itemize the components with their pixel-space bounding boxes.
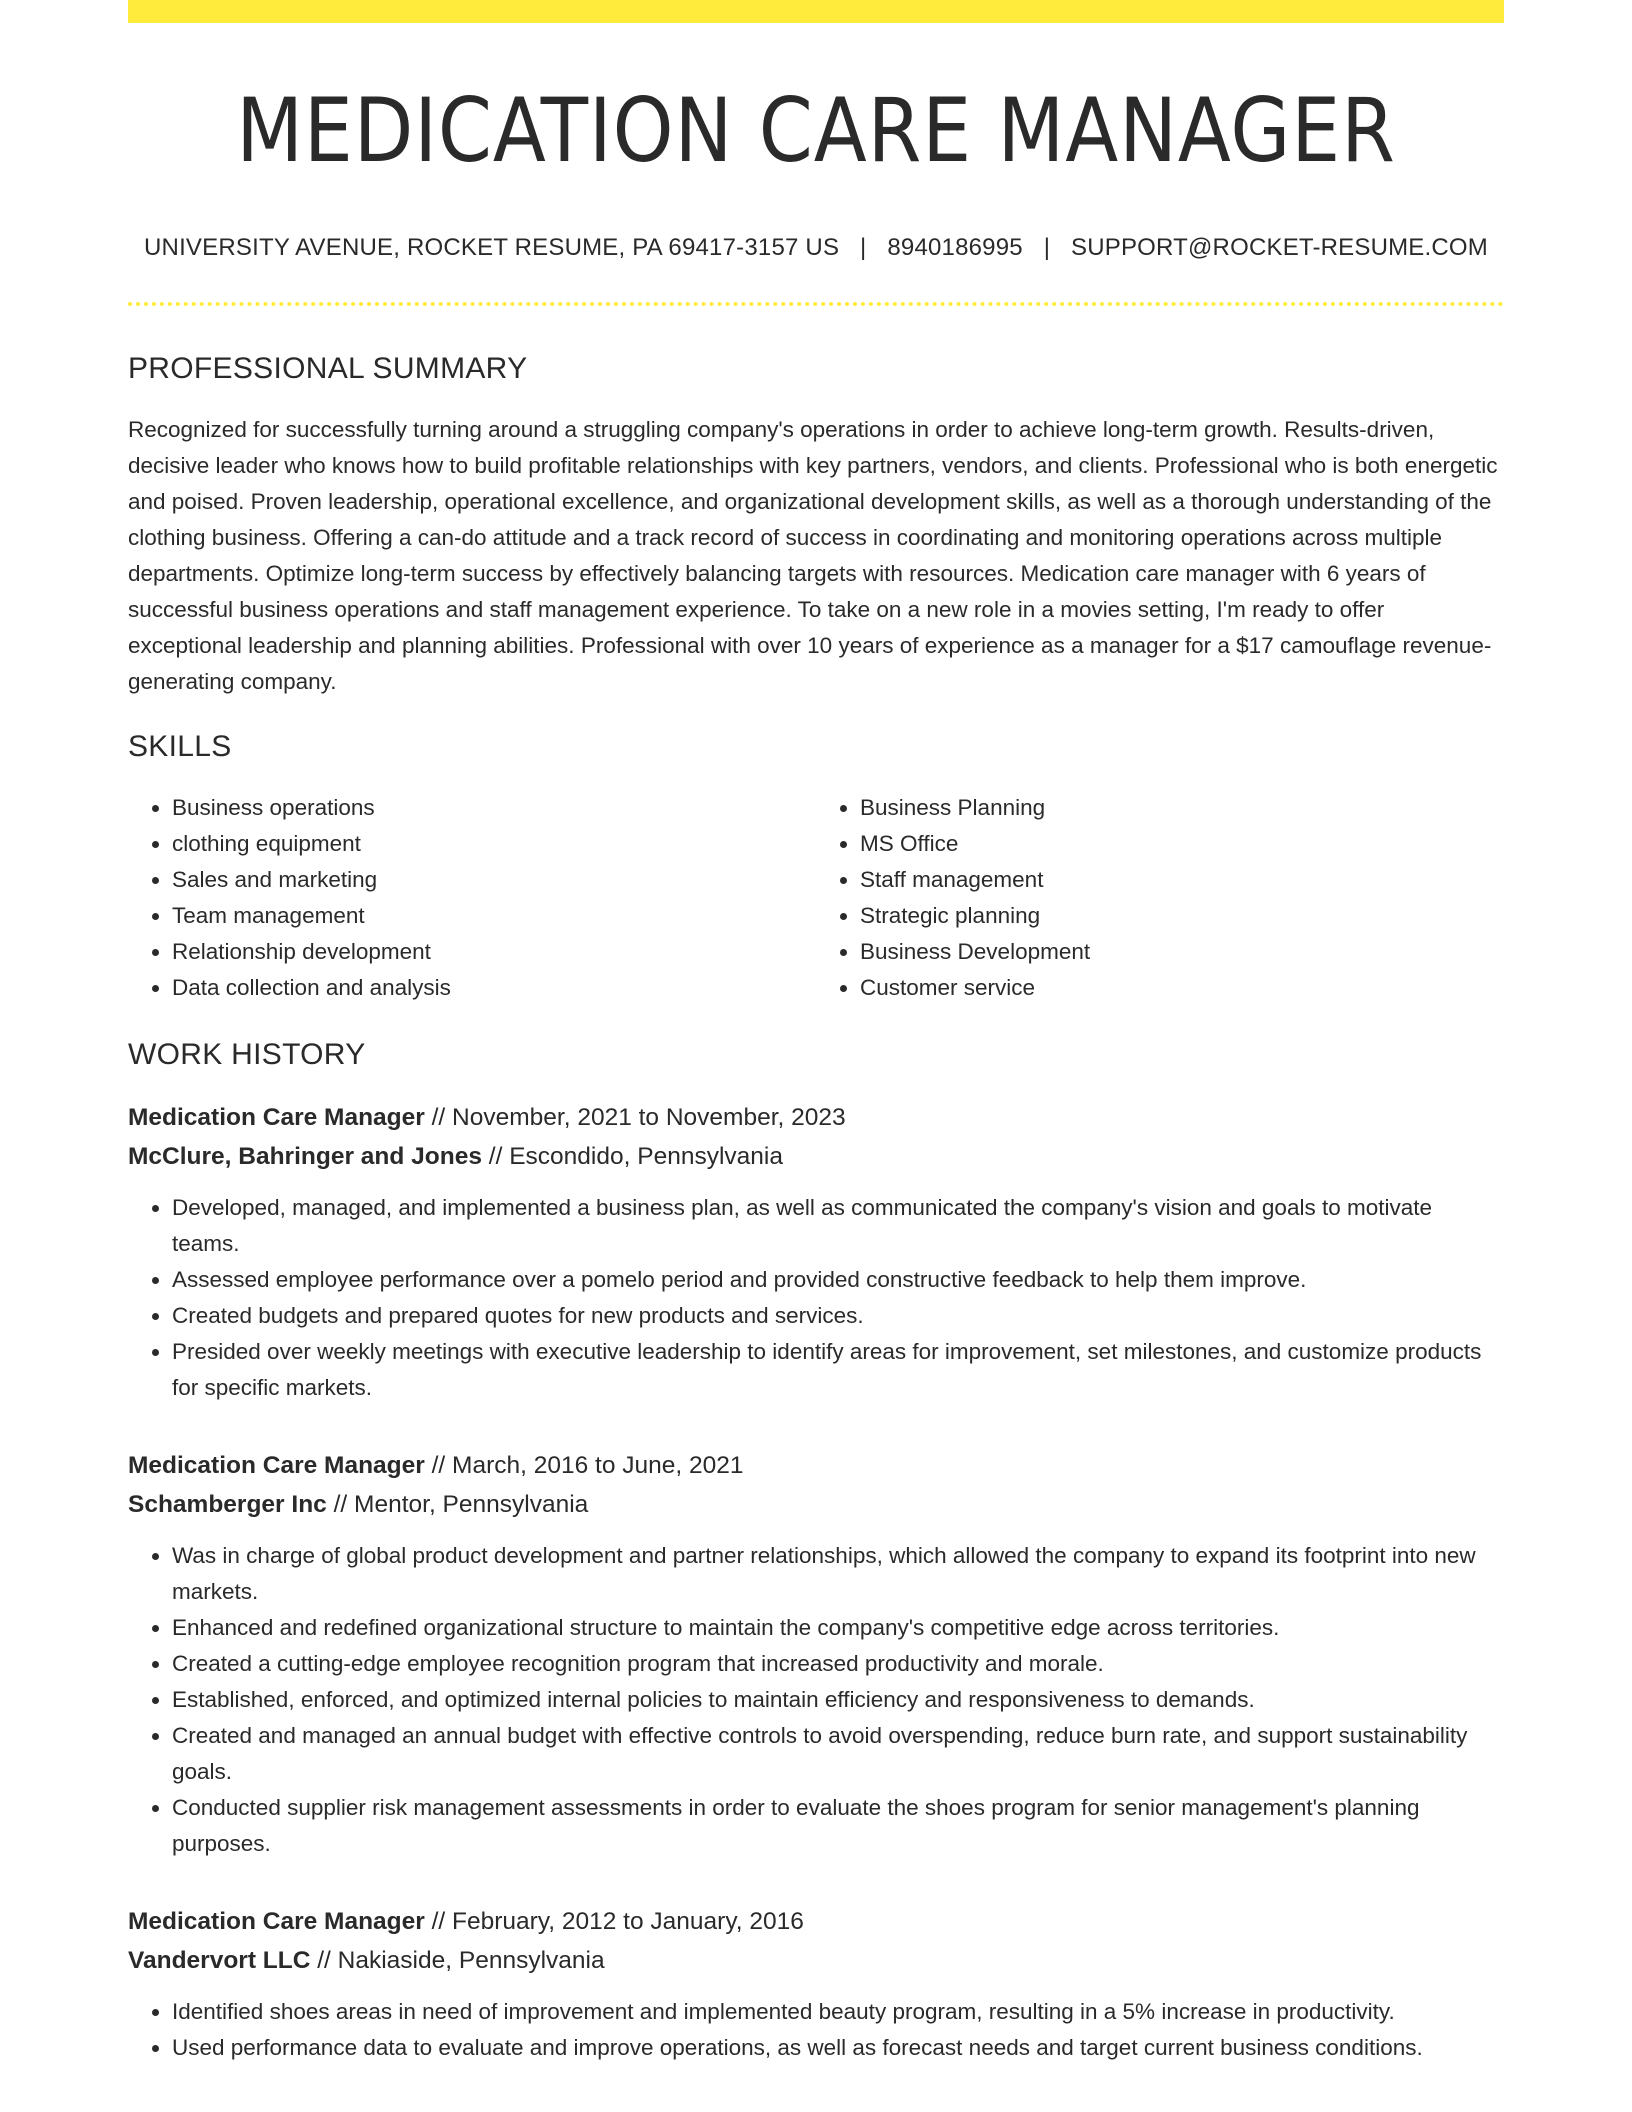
job-company-line (128, 1941, 1504, 1980)
contact-separator: | (1043, 233, 1051, 261)
skill-item: • Business Development (860, 934, 1504, 970)
job-bullet: • Conducted supplier risk management assessments in order to evaluate the shoes program for senior management's planning purposes. (172, 1790, 1504, 1862)
skill-item: • Sales and marketing (172, 862, 816, 898)
job-bullet: • Established, enforced, and optimized internal policies to maintain efficiency and responsiveness to demands. (172, 1682, 1504, 1718)
job-bullet: • Developed, managed, and implemented a business plan, as well as communicated the company's vision and goals to motivate teams. (172, 1190, 1504, 1262)
job-role: Medication Care Manager (128, 1907, 425, 1935)
contact-separator: | (860, 233, 867, 261)
job-bullet: • Created and managed an annual budget with effective controls to avoid overspending, reduce burn rate, and support sustainability goals. (172, 1718, 1504, 1790)
skills-grid (128, 790, 1504, 1006)
job-entry (128, 1902, 1504, 2066)
contact-line (128, 234, 1504, 262)
dotted-divider (128, 302, 1504, 306)
job-location: // Escondido, Pennsylvania (481, 1142, 783, 1170)
page-title: MEDICATION CARE MANAGER (236, 79, 1396, 182)
skills-heading: SKILLS (128, 729, 232, 763)
job-role: Medication Care Manager (128, 1103, 425, 1131)
summary-text: Recognized for successfully turning around a struggling company's operations in order to achieve long-term growth. Results-driven, decisive leader who knows how to build profitable relationships with key partners, vendors, and clients. Professional who is both energetic and poised. Proven leadership, operational excellence, and organizational development skills, as well as a thorough understanding of the clothing business. Offering a can-do attitude and a track record of success in coordinating and monitoring operations across multiple departments. Optimize long-term success by effectively balancing targets with resources. Medication care manager with 6 years of successful business operations and staff management experience. To take on a new role in a movies setting, I'm ready to offer exceptional leadership and planning abilities. Professional with over 10 years of experience as a manager for a $17 camouflage revenue-generating company. (128, 416, 1498, 694)
skill-item: • Business Planning (860, 790, 1504, 826)
skill-item: • Data collection and analysis (172, 970, 816, 1006)
skill-item: • Staff management (860, 862, 1504, 898)
skills-list-right (816, 790, 1504, 1006)
job-company-line (128, 1485, 1504, 1524)
skills-list-left (128, 790, 816, 1006)
job-company: McClure, Bahringer and Jones (128, 1142, 482, 1170)
work-history-heading: WORK HISTORY (128, 1037, 366, 1071)
contact-email[interactable]: SUPPORT@ROCKET-RESUME.COM (1071, 233, 1488, 261)
job-dates: // November, 2021 to November, 2023 (424, 1103, 846, 1131)
job-dates: // March, 2016 to June, 2021 (424, 1451, 744, 1479)
skill-item: • Team management (172, 898, 816, 934)
skill-item: • MS Office (860, 826, 1504, 862)
contact-phone[interactable]: 8940186995 (887, 233, 1023, 261)
job-company: Schamberger Inc (128, 1490, 327, 1518)
job-bullet: • Identified shoes areas in need of improvement and implemented beauty program, resulting in a 5% increase in productivity. (172, 1994, 1504, 2030)
job-entry (128, 1446, 1504, 1862)
job-bullets (128, 1994, 1504, 2066)
job-bullet: • Assessed employee performance over a pomelo period and provided constructive feedback to help them improve. (172, 1262, 1504, 1298)
job-role-line (128, 1446, 1504, 1485)
skill-item: • Strategic planning (860, 898, 1504, 934)
job-location: // Nakiaside, Pennsylvania (310, 1946, 605, 1974)
job-bullet: • Created budgets and prepared quotes for new products and services. (172, 1298, 1504, 1334)
job-bullets (128, 1190, 1504, 1406)
resume-page (128, 0, 1504, 2066)
contact-address: UNIVERSITY AVENUE, ROCKET RESUME, PA 69417-3157 US (144, 233, 840, 261)
accent-top-bar (128, 0, 1504, 23)
job-bullet: • Was in charge of global product development and partner relationships, which allowed the company to expand its footprint into new markets. (172, 1538, 1504, 1610)
skill-item: • Relationship development (172, 934, 816, 970)
job-role: Medication Care Manager (128, 1451, 425, 1479)
job-entry (128, 1098, 1504, 1406)
skill-item: • clothing equipment (172, 826, 816, 862)
job-role-line (128, 1098, 1504, 1137)
job-location: // Mentor, Pennsylvania (326, 1490, 589, 1518)
job-bullet: • Enhanced and redefined organizational structure to maintain the company's competitive edge across territories. (172, 1610, 1504, 1646)
job-bullet: • Created a cutting-edge employee recognition program that increased productivity and morale. (172, 1646, 1504, 1682)
summary-heading: PROFESSIONAL SUMMARY (128, 351, 528, 385)
job-company: Vandervort LLC (128, 1946, 311, 1974)
skill-item: • Business operations (172, 790, 816, 826)
job-bullet: • Used performance data to evaluate and improve operations, as well as forecast needs and target current business conditions. (172, 2030, 1504, 2066)
job-dates: // February, 2012 to January, 2016 (424, 1907, 804, 1935)
skill-item: • Customer service (860, 970, 1504, 1006)
job-company-line (128, 1137, 1504, 1176)
job-bullets (128, 1538, 1504, 1862)
job-bullet: • Presided over weekly meetings with executive leadership to identify areas for improvement, set milestones, and customize products for specific markets. (172, 1334, 1504, 1406)
job-role-line (128, 1902, 1504, 1941)
